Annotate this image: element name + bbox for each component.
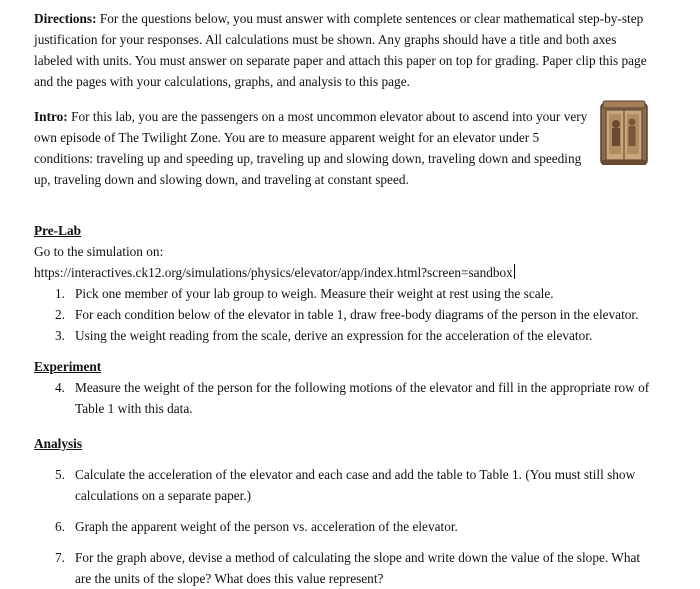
experiment-section <box>34 356 656 419</box>
prelab-heading: Pre-Lab <box>34 223 82 238</box>
item-text: For each condition below of the elevator in table 1, draw free-body diagrams of the person in the elevator. <box>75 307 639 322</box>
list-item <box>34 377 656 419</box>
item-text: Pick one member of your lab group to weigh. Measure their weight at rest using the scale. <box>75 286 554 301</box>
intro-paragraph <box>34 106 594 190</box>
item-text: Calculate the acceleration of the elevator and each case and add the table to Table 1. (You must still show calculations on a separate paper.) <box>75 467 636 503</box>
item-text: Measure the weight of the person for the following motions of the elevator and fill in the appropriate row of Table 1 with this data. <box>75 380 650 416</box>
list-item <box>34 325 656 346</box>
item-number: 2. <box>55 307 65 322</box>
analysis-section <box>34 433 656 589</box>
item-text: Graph the apparent weight of the person vs. acceleration of the elevator. <box>75 519 458 534</box>
list-item <box>34 304 656 325</box>
item-text: For the graph above, devise a method of calculating the slope and write down the value of the slope. What are the units of the slope? What does this value represent? <box>75 550 641 586</box>
prelab-section <box>34 220 656 346</box>
item-number: 6. <box>55 519 65 534</box>
list-item <box>34 516 656 537</box>
simulation-url[interactable]: https://interactives.ck12.org/simulations/physics/elevator/app/index.html?screen=sandbox <box>34 265 513 280</box>
analysis-list <box>34 464 656 589</box>
simulation-url-line <box>34 262 656 283</box>
item-number: 5. <box>55 467 65 482</box>
intro-text: For this lab, you are the passengers on a most uncommon elevator about to ascend into your very own episode of The Twilight Zone. You are to measure apparent weight for an elevator under 5 conditions: traveling up and speeding up, traveling up and slowing down, traveling down and speeding up, traveling down and slowing down, and traveling at constant speed. <box>34 109 588 187</box>
worksheet <box>34 8 656 589</box>
item-number: 7. <box>55 550 65 565</box>
prelab-list <box>34 283 656 346</box>
elevator-illustration-icon <box>600 100 648 166</box>
list-item <box>34 283 656 304</box>
item-number: 4. <box>55 380 65 395</box>
list-item <box>34 547 656 589</box>
directions-paragraph <box>34 8 656 92</box>
experiment-list <box>34 377 656 419</box>
intro-label: Intro: <box>34 109 68 124</box>
item-number: 1. <box>55 286 65 301</box>
prelab-goto-text: Go to the simulation on: <box>34 244 164 259</box>
list-item <box>34 464 656 506</box>
experiment-heading: Experiment <box>34 359 102 374</box>
item-text: Using the weight reading from the scale, derive an expression for the acceleration of the elevator. <box>75 328 593 343</box>
text-cursor <box>514 264 515 279</box>
directions-label: Directions: <box>34 11 97 26</box>
directions-text: For the questions below, you must answer with complete sentences or clear mathematical step-by-step justification for your responses. All calculations must be shown. Any graphs should have a title and both axes labeled with units. You must answer on separate paper and attach this paper on top for grading. Paper clip this page and the pages with your calculations, graphs, and analysis to this page. <box>34 11 647 89</box>
analysis-heading: Analysis <box>34 436 83 451</box>
item-number: 3. <box>55 328 65 343</box>
